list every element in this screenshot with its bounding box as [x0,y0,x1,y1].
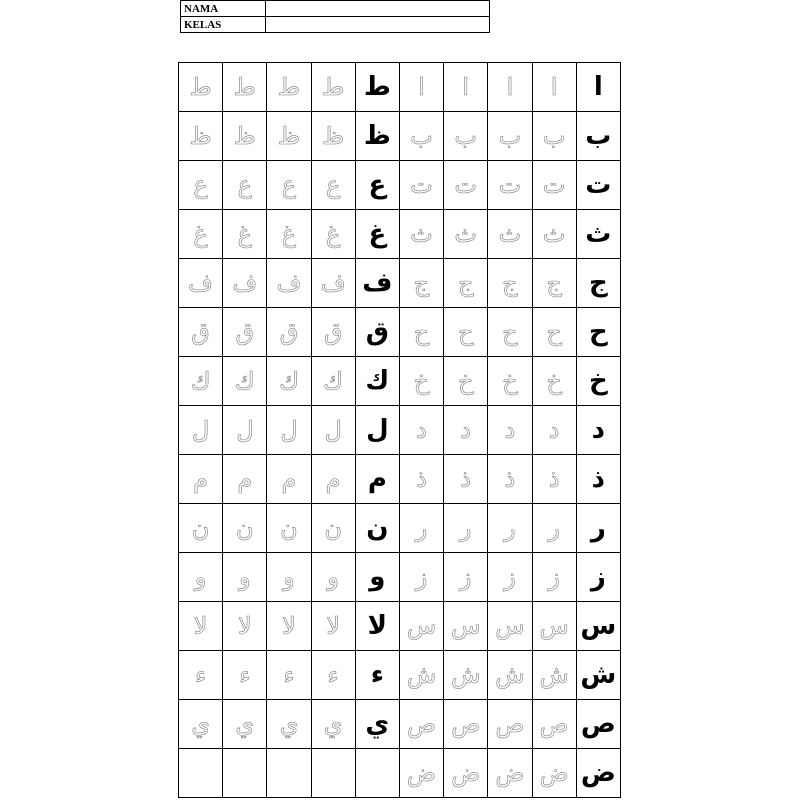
right-trace-cell[interactable]: ب [532,112,576,161]
right-trace-cell[interactable]: ث [444,210,488,259]
right-model-letter: ح [576,308,620,357]
right-trace-cell[interactable]: ز [488,553,532,602]
left-model-letter: ط [355,63,399,112]
right-trace-cell[interactable]: خ [532,357,576,406]
right-model-letter: ر [576,504,620,553]
right-trace-cell[interactable]: ز [532,553,576,602]
left-trace-cell[interactable]: ظ [223,112,267,161]
right-model-letter: ش [576,651,620,700]
left-trace-cell[interactable]: ي [179,700,223,749]
left-trace-cell[interactable]: لا [267,602,311,651]
left-trace-cell[interactable]: ك [267,357,311,406]
left-trace-cell[interactable]: ظ [311,112,355,161]
left-trace-cell[interactable] [267,749,311,798]
right-trace-cell[interactable]: ض [488,749,532,798]
right-trace-cell[interactable]: ث [399,210,443,259]
left-trace-cell[interactable]: لا [311,602,355,651]
name-label: NAMA [181,1,266,17]
right-trace-cell[interactable]: خ [444,357,488,406]
left-trace-cell[interactable]: غ [311,210,355,259]
right-trace-cell[interactable]: د [399,406,443,455]
right-trace-cell[interactable]: ص [444,700,488,749]
left-trace-cell[interactable]: ء [179,651,223,700]
letter-row [179,406,621,455]
left-trace-cell[interactable]: ف [223,259,267,308]
right-model-letter: ذ [576,455,620,504]
left-trace-cell[interactable] [311,749,355,798]
letter-row [179,308,621,357]
left-trace-cell[interactable]: ك [179,357,223,406]
left-trace-cell[interactable]: ء [267,651,311,700]
left-model-letter [355,749,399,798]
left-trace-cell[interactable]: ظ [179,112,223,161]
letter-row [179,210,621,259]
letter-row [179,651,621,700]
left-model-letter: ع [355,161,399,210]
letter-row [179,63,621,112]
right-trace-cell[interactable]: ت [444,161,488,210]
left-trace-cell[interactable]: ع [311,161,355,210]
left-trace-cell[interactable]: غ [223,210,267,259]
left-trace-cell[interactable]: ع [179,161,223,210]
right-trace-cell[interactable]: ص [488,700,532,749]
right-trace-cell[interactable]: ض [399,749,443,798]
left-trace-cell[interactable]: ط [223,63,267,112]
right-trace-cell[interactable]: د [532,406,576,455]
right-trace-cell[interactable]: خ [399,357,443,406]
left-model-letter: ء [355,651,399,700]
left-trace-cell[interactable]: ء [311,651,355,700]
class-row [181,17,490,33]
right-trace-cell[interactable]: س [488,602,532,651]
letter-tracing-grid [178,62,621,798]
left-trace-cell[interactable]: ط [179,63,223,112]
left-trace-cell[interactable]: ف [267,259,311,308]
left-trace-cell[interactable]: ف [179,259,223,308]
letter-row [179,161,621,210]
right-model-letter: ج [576,259,620,308]
left-trace-cell[interactable]: ء [223,651,267,700]
left-trace-cell[interactable]: ع [267,161,311,210]
left-trace-cell[interactable]: لا [223,602,267,651]
right-trace-cell[interactable]: س [399,602,443,651]
student-info-table [180,0,490,33]
right-trace-cell[interactable]: ح [488,308,532,357]
left-trace-cell[interactable]: ف [311,259,355,308]
right-trace-cell[interactable]: ر [488,504,532,553]
left-trace-cell[interactable]: ك [311,357,355,406]
left-model-letter: ظ [355,112,399,161]
right-trace-cell[interactable]: ر [399,504,443,553]
right-trace-cell[interactable]: س [532,602,576,651]
right-trace-cell[interactable]: ت [488,161,532,210]
left-trace-cell[interactable]: ل [179,406,223,455]
letter-row [179,602,621,651]
right-trace-cell[interactable]: ذ [399,455,443,504]
left-trace-cell[interactable]: غ [179,210,223,259]
left-trace-cell[interactable]: م [223,455,267,504]
right-trace-cell[interactable]: ذ [488,455,532,504]
right-trace-cell[interactable]: ج [399,259,443,308]
right-trace-cell[interactable]: د [488,406,532,455]
left-model-letter: ل [355,406,399,455]
letter-row [179,553,621,602]
right-trace-cell[interactable]: ب [399,112,443,161]
left-trace-cell[interactable]: غ [267,210,311,259]
left-trace-cell[interactable]: ن [223,504,267,553]
right-trace-cell[interactable]: ز [399,553,443,602]
right-trace-cell[interactable]: د [444,406,488,455]
left-trace-cell[interactable]: ق [223,308,267,357]
left-model-letter: ك [355,357,399,406]
left-trace-cell[interactable]: ن [267,504,311,553]
left-trace-cell[interactable]: ن [179,504,223,553]
right-trace-cell[interactable]: ر [444,504,488,553]
left-model-letter: م [355,455,399,504]
right-trace-cell[interactable]: خ [488,357,532,406]
right-trace-cell[interactable]: ش [399,651,443,700]
left-trace-cell[interactable]: ق [267,308,311,357]
letter-row [179,455,621,504]
right-trace-cell[interactable]: ث [532,210,576,259]
left-trace-cell[interactable]: م [179,455,223,504]
left-trace-cell[interactable]: ي [223,700,267,749]
left-model-letter: ي [355,700,399,749]
right-trace-cell[interactable]: ض [532,749,576,798]
right-trace-cell[interactable]: ص [532,700,576,749]
left-model-letter: ف [355,259,399,308]
right-model-letter: د [576,406,620,455]
letter-row [179,357,621,406]
right-model-letter: ز [576,553,620,602]
left-trace-cell[interactable]: ط [311,63,355,112]
left-trace-cell[interactable]: ك [223,357,267,406]
left-trace-cell[interactable] [223,749,267,798]
right-trace-cell[interactable]: ث [488,210,532,259]
left-trace-cell[interactable]: و [267,553,311,602]
left-model-letter: و [355,553,399,602]
left-trace-cell[interactable]: م [267,455,311,504]
left-trace-cell[interactable]: و [179,553,223,602]
left-trace-cell[interactable]: و [223,553,267,602]
right-trace-cell[interactable]: ج [488,259,532,308]
letter-row [179,700,621,749]
name-field[interactable] [266,1,490,17]
right-trace-cell[interactable]: ذ [532,455,576,504]
right-model-letter: ت [576,161,620,210]
right-model-letter: ا [576,63,620,112]
letter-row [179,259,621,308]
left-model-letter: غ [355,210,399,259]
left-trace-cell[interactable]: ل [311,406,355,455]
right-trace-cell[interactable]: ح [399,308,443,357]
right-trace-cell[interactable]: ا [532,63,576,112]
right-model-letter: ض [576,749,620,798]
right-trace-cell[interactable]: ج [532,259,576,308]
right-trace-cell[interactable]: ص [399,700,443,749]
right-model-letter: خ [576,357,620,406]
class-label: KELAS [181,17,266,33]
right-trace-cell[interactable]: ا [399,63,443,112]
right-model-letter: ث [576,210,620,259]
left-trace-cell[interactable]: ي [311,700,355,749]
left-trace-cell[interactable]: م [311,455,355,504]
left-trace-cell[interactable]: ق [179,308,223,357]
right-model-letter: ب [576,112,620,161]
letter-row [179,112,621,161]
right-trace-cell[interactable]: ا [488,63,532,112]
letter-grid-body [179,63,621,798]
right-trace-cell[interactable]: ح [444,308,488,357]
right-model-letter: س [576,602,620,651]
left-trace-cell[interactable] [179,749,223,798]
right-trace-cell[interactable]: ض [444,749,488,798]
left-trace-cell[interactable]: ن [311,504,355,553]
right-trace-cell[interactable]: ز [444,553,488,602]
left-trace-cell[interactable]: ع [223,161,267,210]
left-model-letter: ن [355,504,399,553]
left-trace-cell[interactable]: ي [267,700,311,749]
right-trace-cell[interactable]: ر [532,504,576,553]
left-model-letter: ق [355,308,399,357]
right-trace-cell[interactable]: ش [532,651,576,700]
left-trace-cell[interactable]: لا [179,602,223,651]
name-row [181,1,490,17]
left-trace-cell[interactable]: ط [267,63,311,112]
class-field[interactable] [266,17,490,33]
right-trace-cell[interactable]: ح [532,308,576,357]
left-model-letter: لا [355,602,399,651]
right-trace-cell[interactable]: ت [399,161,443,210]
left-trace-cell[interactable]: ل [223,406,267,455]
right-trace-cell[interactable]: ش [444,651,488,700]
right-trace-cell[interactable]: ذ [444,455,488,504]
right-trace-cell[interactable]: ج [444,259,488,308]
left-trace-cell[interactable]: ل [267,406,311,455]
right-trace-cell[interactable]: ب [488,112,532,161]
right-trace-cell[interactable]: ش [488,651,532,700]
left-trace-cell[interactable]: ظ [267,112,311,161]
right-trace-cell[interactable]: ت [532,161,576,210]
left-trace-cell[interactable]: و [311,553,355,602]
letter-row [179,749,621,798]
right-trace-cell[interactable]: س [444,602,488,651]
right-trace-cell[interactable]: ب [444,112,488,161]
right-model-letter: ص [576,700,620,749]
letter-row [179,504,621,553]
right-trace-cell[interactable]: ا [444,63,488,112]
left-trace-cell[interactable]: ق [311,308,355,357]
